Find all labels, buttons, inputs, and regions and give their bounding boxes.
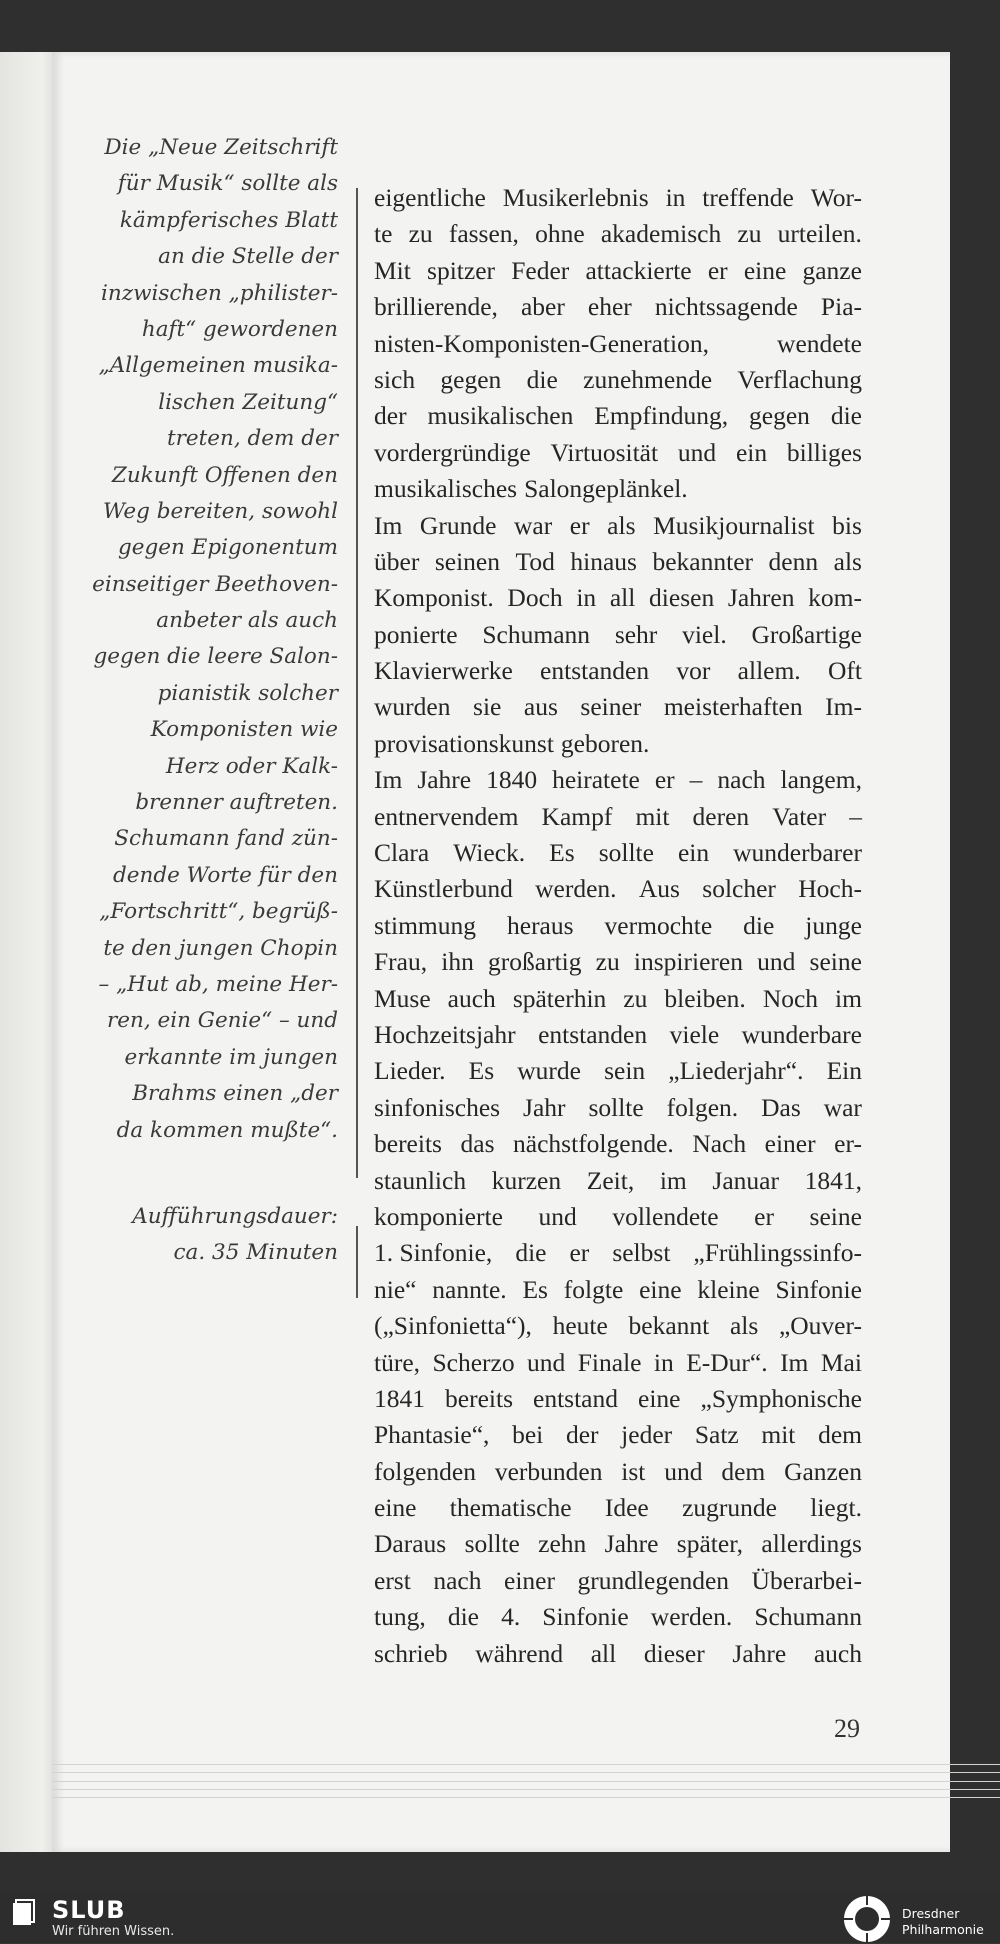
text-line: schrieb während all dieser Jahre auch [374,1638,862,1668]
text-line: bereits das nächstfolgende. Nach einer er- [374,1129,862,1159]
sidebar-line: treten, dem der [167,426,338,452]
sidebar-line: pianistik solcher [157,680,338,706]
sidebar-line: Herz oder Kalk- [165,753,338,779]
text-line: staunlich kurzen Zeit, im Januar 1841, [374,1165,862,1195]
text-line: wurden sie aus seiner meisterhaften Im- [374,692,862,722]
sidebar-line: lischen Zeitung“ [158,389,338,415]
text-line: sich gegen die zunehmende Verflachung [374,364,862,394]
text-line: musikalisches Salongeplänkel. [374,474,688,504]
sidebar-line: te den jungen Chopin [103,935,338,961]
slub-tagline: Wir führen Wissen. [52,1924,175,1939]
text-line: eine thematische Idee zugrunde liegt. [374,1493,862,1523]
text-line: Künstlerbund werden. Aus solcher Hoch- [374,874,862,904]
text-line: („Sinfonietta“), heute bekannt als „Ouver- [374,1311,862,1341]
text-line: komponierte und vollendete er seine [374,1201,862,1231]
sidebar-line: „Fortschritt“, begrüß- [99,899,338,925]
text-line: entnervendem Kampf mit deren Vater – [374,801,862,831]
slub-logo-icon[interactable] [12,1899,36,1927]
music-staff-decoration [52,1764,1000,1798]
sidebar-line: gegen Epigonentum [118,535,338,561]
text-line: nisten-Komponisten-Generation, wendete [374,328,862,358]
sidebar-line: Zukunft Offenen den [111,462,338,488]
sidebar-line: dende Worte für den [113,862,338,888]
sidebar-line: inzwischen „philister- [101,280,338,306]
text-line: nie“ nannte. Es folgte eine kleine Sinfonie [374,1274,862,1304]
text-line: Lieder. Es wurde sein „Liederjahr“. Ein [374,1056,862,1086]
page-number: 29 [834,1714,860,1743]
text-line: der musikalischen Empfindung, gegen die [374,401,862,431]
philharmonie-name-line1: Dresdner [902,1906,960,1921]
sidebar-line: kämpferisches Blatt [119,207,338,233]
text-line: Daraus sollte zehn Jahre später, allerdings [374,1529,862,1559]
text-line: Komponist. Doch in all diesen Jahren kom- [374,583,862,613]
sidebar-line: Die „Neue Zeitschrift [104,135,338,160]
sidebar-line: – „Hut ab, meine Her- [98,971,338,997]
sidebar-line: gegen die leere Salon- [93,644,338,670]
text-line: türe, Scherzo und Finale in E-Dur“. Im Mai [374,1347,862,1377]
text-line: Frau, ihn großartig zu inspirieren und seine [374,947,862,977]
sidebar-line: Schumann fand zün- [114,826,338,852]
text-line: Klavierwerke entstanden vor allem. Oft [374,656,862,686]
sidebar-line: Komponisten wie [150,717,338,743]
text-line: vordergründige Virtuosität und ein billiges [374,437,862,467]
text-line: ponierte Schumann sehr viel. Großartige [374,619,862,649]
sidebar-line: ren, ein Genie“ – und [106,1008,338,1034]
text-line: sinfonisches Jahr sollte folgen. Das war [374,1092,862,1122]
sidebar-line: anbeter als auch [156,608,338,634]
main-text [374,180,862,1672]
duration-value: ca. 35 Minuten [173,1240,338,1266]
sidebar-line: an die Stelle der [158,244,338,270]
sidebar-line: brenner auftreten. [135,790,338,816]
sidebar-line: Brahms einen „der [132,1081,338,1107]
text-line: über seinen Tod hinaus bekannter denn als [374,546,862,576]
text-line: Muse auch späterhin zu bleiben. Noch im [374,983,862,1013]
text-line: eigentliche Musikerlebnis in treffende Wor- [374,183,862,212]
text-line: Hochzeitsjahr entstanden viele wunderbare [374,1019,862,1049]
sidebar-line: für Musik“ sollte als [117,171,338,197]
text-line: 1841 bereits entstand eine „Symphonische [374,1383,862,1413]
text-line: Clara Wieck. Es sollte ein wunderbarer [374,838,862,868]
text-line: folgenden verbunden ist und dem Ganzen [374,1456,862,1486]
sidebar-line: einseitiger Beethoven- [92,571,338,597]
slub-name[interactable]: SLUB [52,1896,126,1924]
dresdner-philharmonie-logo-icon[interactable] [842,1894,892,1944]
text-line: stimmung heraus vermochte die junge [374,910,862,940]
sidebar-divider [356,188,358,1178]
philharmonie-name-line2: Philharmonie [902,1922,984,1937]
text-line: erst nach einer grundlegenden Überarbei- [374,1565,862,1595]
previous-page-edge [0,52,60,1852]
sidebar-line: da kommen mußte“. [116,1117,338,1143]
text-line: Mit spitzer Feder attackierte er eine ganze [374,255,862,285]
sidebar-line: „Allgemeinen musika- [98,353,338,379]
sidebar-line: haft“ gewordenen [141,316,338,342]
sidebar-line: Weg bereiten, sowohl [103,498,338,524]
text-line: Im Grunde war er als Musikjournalist bis [374,510,862,540]
text-line: Phantasie“, bei der jeder Satz mit dem [374,1420,862,1450]
text-line: provisationskunst geboren. [374,728,650,758]
duration-label: Aufführungsdauer: [132,1203,338,1229]
sidebar-line: erkannte im jungen [124,1044,338,1070]
text-line: te zu fassen, ohne akademisch zu urteilen. [374,219,862,249]
text-line: brillierende, aber eher nichtssagende Pia- [374,292,862,322]
duration-divider [356,1226,358,1298]
text-line: Im Jahre 1840 heiratete er – nach langem, [374,765,862,795]
sidebar-note [70,130,338,1272]
text-line: 1. Sinfonie, die er selbst „Frühlingssinfo- [374,1238,862,1268]
text-line: tung, die 4. Sinfonie werden. Schumann [374,1602,862,1632]
